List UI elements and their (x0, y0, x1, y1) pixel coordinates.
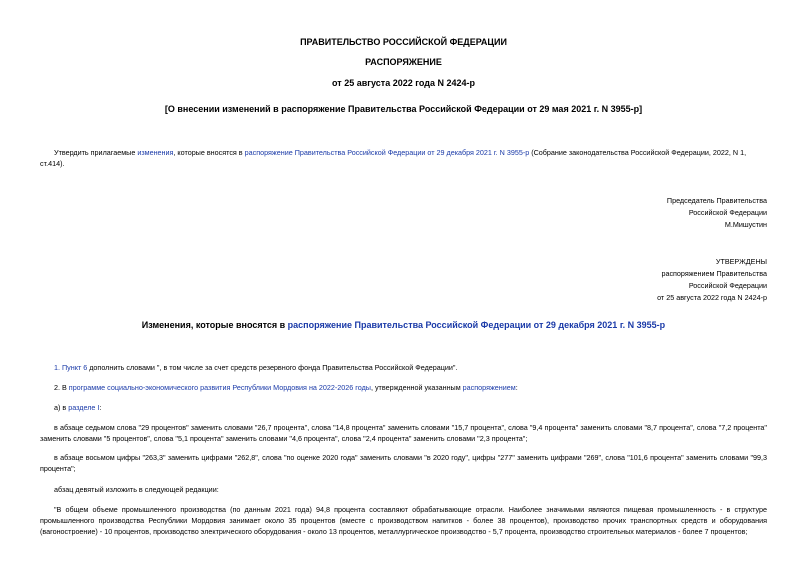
section-1-link[interactable]: разделе I (68, 403, 100, 412)
approval-heading: УТВЕРЖДЕНЫ (715, 257, 767, 266)
document-type: РАСПОРЯЖЕНИЕ (365, 57, 442, 67)
document-date-number: от 25 августа 2022 года N 2424-р (332, 78, 475, 88)
paragraph-9-change: абзац девятый изложить в следующей редакции: (54, 485, 219, 494)
item-1: 1. Пункт 6 дополнить словами ", в том числе за счет средств резервного фонда Правительства Российской Федерации". (54, 363, 458, 372)
changes-link[interactable]: изменения (137, 148, 174, 157)
item-2: 2. В программе социально-экономического развития Республики Мордовия на 2022-2026 годы, утвержденной указанным распоряжением: (54, 383, 518, 392)
intro-paragraph: Утвердить прилагаемые изменения, которые вносятся в распоряжение Правительства Российской Федерации от 29 декабря 2021 г. N 3955-р (Собрание законодательства Российской Федерации, 2022, N 1, ст.414). (40, 148, 747, 168)
changes-title-order-link[interactable]: распоряжение Правительства Российской Федерации от 29 декабря 2021 г. N 3955-р (287, 320, 666, 330)
order-ref-link[interactable]: распоряжением (462, 383, 516, 392)
paragraph-7-change: в абзаце седьмом слова "29 процентов" заменить словами "26,7 процента", слова "14,8 процента" заменить словами "15,7 процента", слова "9,4 процента" заменить словами "8,7 процента", слова "7,2 процента" заменить словами "5 процентов", слова "5,1 процента" заменить словами "4,6 процента", слова "2,4 процента" заменить словами "2,3 процента"; (40, 423, 767, 443)
signature-org: Российской Федерации (688, 208, 767, 217)
government-title: ПРАВИТЕЛЬСТВО РОССИЙСКОЙ ФЕДЕРАЦИИ (300, 37, 507, 47)
order-link[interactable]: распоряжение Правительства Российской Федерации от 29 декабря 2021 г. N 3955-р (244, 148, 530, 157)
program-link[interactable]: программе социально-экономического развития Республики Мордовия на 2022-2026 годы (68, 383, 371, 392)
quoted-paragraph: "В общем объеме промышленного производства (по данным 2021 года) 94,8 процента составляют обрабатывающие отрасли. Наиболее значимыми являются пищевая промышленность - в структуре промышленного производства Республики Мордовия занимает около 35 процентов (вместе с производством напитков - более 38 процентов), производство прочих транспортных средств и оборудования (вагоностроение) - 10 процентов, производство электрического оборудования - около 13 процентов, металлургическое производство - 5,7 процента, производство строительных материалов - более 7 процентов; (40, 505, 767, 536)
sub-item-a: а) в разделе I: (54, 403, 102, 412)
paragraph-8-change: в абзаце восьмом цифры "263,3" заменить цифрами "262,8", слова "по оценке 2020 года" заменить словами "в 2020 году", цифры "277" заменить цифрами "269", слова "101,6 процента" заменить словами "99,3 процента"; (40, 453, 767, 473)
approval-line: Российской Федерации (688, 281, 767, 290)
changes-title: Изменения, которые вносятся в распоряжение Правительства Российской Федерации от 29 декабря 2021 г. N 3955-р (141, 320, 666, 330)
signature-name: М.Мишустин (724, 220, 767, 229)
item-1-link[interactable]: 1. Пункт 6 (54, 363, 88, 372)
document-subject: [О внесении изменений в распоряжение Правительства Российской Федерации от 29 мая 2021 г. N 3955-р] (164, 104, 643, 114)
approval-line: распоряжением Правительства (661, 269, 767, 278)
approval-block (657, 256, 767, 304)
signature-block (667, 195, 767, 231)
approval-date: от 25 августа 2022 года N 2424-р (657, 293, 767, 302)
signature-position: Председатель Правительства (666, 196, 767, 205)
